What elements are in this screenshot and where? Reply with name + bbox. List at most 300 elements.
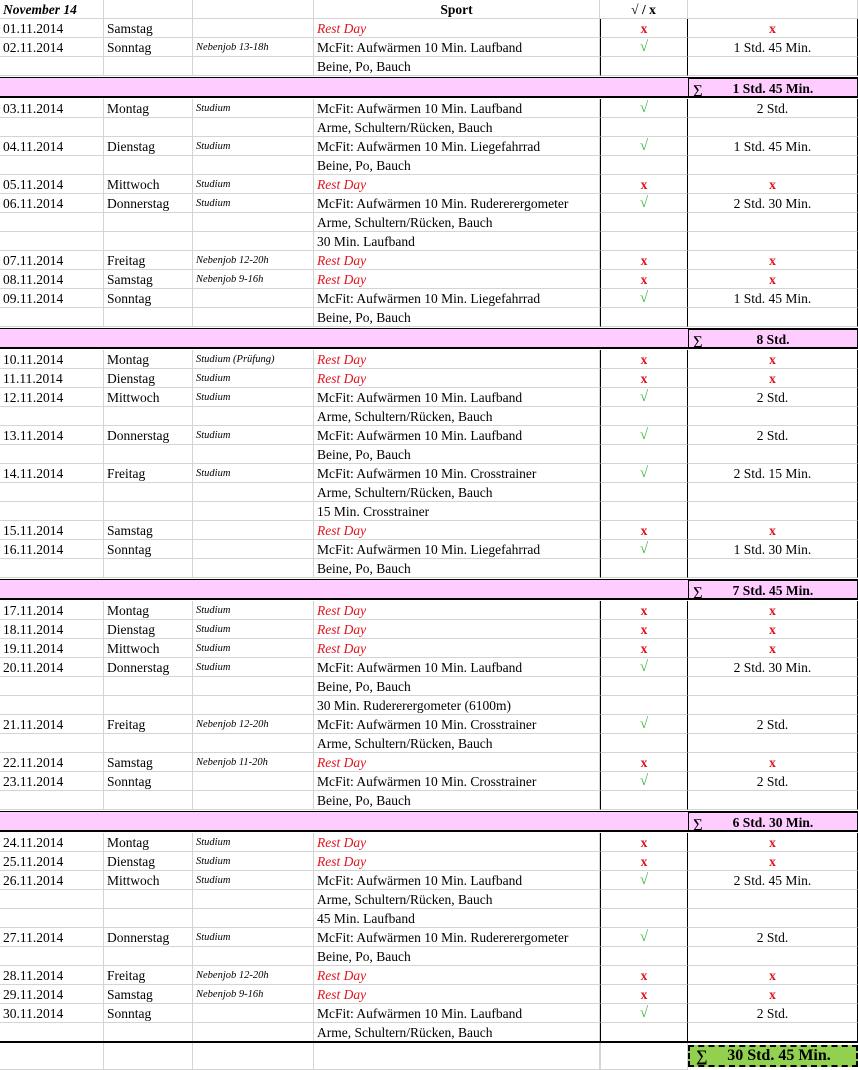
date-cell[interactable]: 20.11.2014 bbox=[0, 658, 104, 677]
weekday-cell[interactable]: Mittwoch bbox=[104, 175, 193, 194]
date-cell[interactable]: 16.11.2014 bbox=[0, 540, 104, 559]
sport-cell[interactable]: Rest Day bbox=[314, 833, 600, 852]
empty-cell[interactable] bbox=[193, 1042, 314, 1070]
sport-cell[interactable]: Rest Day bbox=[314, 369, 600, 388]
duration-cell[interactable] bbox=[688, 118, 858, 137]
note-cell[interactable] bbox=[193, 521, 314, 540]
weekday-cell[interactable]: Donnerstag bbox=[104, 658, 193, 677]
note-cell[interactable]: Nebenjob 12-20h bbox=[193, 966, 314, 985]
note-cell[interactable] bbox=[193, 156, 314, 175]
cross-icon[interactable]: x bbox=[600, 753, 688, 772]
sport-cell[interactable]: Beine, Po, Bauch bbox=[314, 791, 600, 810]
duration-cell[interactable]: x bbox=[688, 639, 858, 658]
duration-cell[interactable]: 2 Std. bbox=[688, 715, 858, 734]
weekday-cell[interactable]: Montag bbox=[104, 99, 193, 118]
mark-cell[interactable] bbox=[600, 502, 688, 521]
date-cell[interactable]: 05.11.2014 bbox=[0, 175, 104, 194]
sport-cell[interactable]: McFit: Aufwärmen 10 Min. Rudererergometer bbox=[314, 928, 600, 947]
weekday-cell[interactable]: Dienstag bbox=[104, 852, 193, 871]
weekday-cell[interactable]: Samstag bbox=[104, 270, 193, 289]
date-cell[interactable] bbox=[0, 791, 104, 810]
sport-cell[interactable]: Arme, Schultern/Rücken, Bauch bbox=[314, 213, 600, 232]
duration-cell[interactable]: 2 Std. bbox=[688, 426, 858, 445]
sport-cell[interactable]: Beine, Po, Bauch bbox=[314, 947, 600, 966]
weekday-cell[interactable]: Samstag bbox=[104, 753, 193, 772]
duration-cell[interactable]: 2 Std. bbox=[688, 388, 858, 407]
duration-header[interactable] bbox=[688, 0, 858, 19]
check-icon[interactable]: √ bbox=[600, 464, 688, 483]
note-cell[interactable]: Nebenjob 11-20h bbox=[193, 753, 314, 772]
sport-cell[interactable]: Beine, Po, Bauch bbox=[314, 559, 600, 578]
note-cell[interactable] bbox=[193, 1023, 314, 1042]
date-cell[interactable] bbox=[0, 1023, 104, 1042]
duration-cell[interactable] bbox=[688, 947, 858, 966]
mark-cell[interactable] bbox=[600, 791, 688, 810]
check-icon[interactable]: √ bbox=[600, 871, 688, 890]
sport-cell[interactable]: 30 Min. Rudererergometer (6100m) bbox=[314, 696, 600, 715]
duration-cell[interactable] bbox=[688, 734, 858, 753]
weekday-cell[interactable]: Donnerstag bbox=[104, 426, 193, 445]
sport-cell[interactable]: Arme, Schultern/Rücken, Bauch bbox=[314, 890, 600, 909]
date-cell[interactable]: 11.11.2014 bbox=[0, 369, 104, 388]
sport-cell[interactable]: McFit: Aufwärmen 10 Min. Crosstrainer bbox=[314, 772, 600, 791]
week-total-cell[interactable] bbox=[688, 329, 858, 348]
duration-cell[interactable]: x bbox=[688, 966, 858, 985]
date-cell[interactable]: 28.11.2014 bbox=[0, 966, 104, 985]
date-cell[interactable]: 02.11.2014 bbox=[0, 38, 104, 57]
weekday-cell[interactable] bbox=[104, 213, 193, 232]
date-cell[interactable] bbox=[0, 696, 104, 715]
sport-cell[interactable]: McFit: Aufwärmen 10 Min. Laufband bbox=[314, 426, 600, 445]
date-cell[interactable]: 13.11.2014 bbox=[0, 426, 104, 445]
date-cell[interactable]: 22.11.2014 bbox=[0, 753, 104, 772]
date-cell[interactable]: 19.11.2014 bbox=[0, 639, 104, 658]
date-cell[interactable]: 03.11.2014 bbox=[0, 99, 104, 118]
weekday-cell[interactable] bbox=[104, 445, 193, 464]
duration-cell[interactable]: x bbox=[688, 620, 858, 639]
weekday-cell[interactable] bbox=[104, 677, 193, 696]
weekday-cell[interactable] bbox=[104, 407, 193, 426]
note-cell[interactable]: Nebenjob 9-16h bbox=[193, 270, 314, 289]
date-cell[interactable]: 10.11.2014 bbox=[0, 350, 104, 369]
weekday-cell[interactable]: Mittwoch bbox=[104, 871, 193, 890]
check-icon[interactable]: √ bbox=[600, 38, 688, 57]
sport-cell[interactable]: Arme, Schultern/Rücken, Bauch bbox=[314, 483, 600, 502]
weekday-cell[interactable] bbox=[104, 483, 193, 502]
duration-cell[interactable] bbox=[688, 57, 858, 76]
cross-icon[interactable]: x bbox=[600, 251, 688, 270]
cross-icon[interactable]: x bbox=[600, 852, 688, 871]
check-header[interactable]: √ / x bbox=[600, 0, 688, 19]
weekday-cell[interactable]: Mittwoch bbox=[104, 639, 193, 658]
note-cell[interactable]: Nebenjob 9-16h bbox=[193, 985, 314, 1004]
sport-cell[interactable]: McFit: Aufwärmen 10 Min. Liegefahrrad bbox=[314, 137, 600, 156]
sport-cell[interactable]: McFit: Aufwärmen 10 Min. Crosstrainer bbox=[314, 464, 600, 483]
duration-cell[interactable]: 1 Std. 45 Min. bbox=[688, 137, 858, 156]
empty-cell[interactable] bbox=[600, 1042, 688, 1070]
check-icon[interactable]: √ bbox=[600, 426, 688, 445]
date-cell[interactable]: 17.11.2014 bbox=[0, 601, 104, 620]
sport-cell[interactable]: McFit: Aufwärmen 10 Min. Laufband bbox=[314, 1004, 600, 1023]
weekday-cell[interactable]: Sonntag bbox=[104, 38, 193, 57]
date-cell[interactable] bbox=[0, 118, 104, 137]
weekday-cell[interactable] bbox=[104, 890, 193, 909]
weekday-cell[interactable] bbox=[104, 1023, 193, 1042]
weekday-cell[interactable]: Sonntag bbox=[104, 1004, 193, 1023]
duration-cell[interactable] bbox=[688, 156, 858, 175]
weekday-cell[interactable] bbox=[104, 156, 193, 175]
weekday-cell[interactable] bbox=[104, 696, 193, 715]
check-icon[interactable]: √ bbox=[600, 540, 688, 559]
week-total-cell[interactable] bbox=[688, 812, 858, 831]
weekday-cell[interactable]: Donnerstag bbox=[104, 194, 193, 213]
mark-cell[interactable] bbox=[600, 677, 688, 696]
mark-cell[interactable] bbox=[600, 407, 688, 426]
note-cell[interactable]: Studium bbox=[193, 871, 314, 890]
weekday-cell[interactable]: Freitag bbox=[104, 464, 193, 483]
date-cell[interactable] bbox=[0, 909, 104, 928]
duration-cell[interactable]: x bbox=[688, 369, 858, 388]
date-cell[interactable]: 27.11.2014 bbox=[0, 928, 104, 947]
sport-cell[interactable]: McFit: Aufwärmen 10 Min. Rudererergometer bbox=[314, 194, 600, 213]
cross-icon[interactable]: x bbox=[600, 601, 688, 620]
mark-cell[interactable] bbox=[600, 909, 688, 928]
note-cell[interactable] bbox=[193, 559, 314, 578]
cross-icon[interactable]: x bbox=[600, 620, 688, 639]
note-cell[interactable]: Studium bbox=[193, 464, 314, 483]
date-cell[interactable]: 14.11.2014 bbox=[0, 464, 104, 483]
note-cell[interactable]: Studium bbox=[193, 388, 314, 407]
sport-cell[interactable]: 15 Min. Crosstrainer bbox=[314, 502, 600, 521]
weekday-cell[interactable]: Freitag bbox=[104, 966, 193, 985]
weekday-cell[interactable]: Donnerstag bbox=[104, 928, 193, 947]
duration-cell[interactable] bbox=[688, 1023, 858, 1042]
duration-cell[interactable]: x bbox=[688, 601, 858, 620]
note-cell[interactable]: Nebenjob 13-18h bbox=[193, 38, 314, 57]
date-cell[interactable]: 08.11.2014 bbox=[0, 270, 104, 289]
mark-cell[interactable] bbox=[600, 734, 688, 753]
weekday-cell[interactable]: Dienstag bbox=[104, 369, 193, 388]
weekday-cell[interactable] bbox=[104, 232, 193, 251]
note-cell[interactable] bbox=[193, 502, 314, 521]
weekday-cell[interactable]: Dienstag bbox=[104, 620, 193, 639]
duration-cell[interactable]: x bbox=[688, 753, 858, 772]
sport-cell[interactable]: Beine, Po, Bauch bbox=[314, 445, 600, 464]
duration-cell[interactable]: 2 Std. bbox=[688, 1004, 858, 1023]
check-icon[interactable]: √ bbox=[600, 289, 688, 308]
mark-cell[interactable] bbox=[600, 890, 688, 909]
duration-cell[interactable] bbox=[688, 890, 858, 909]
month-total-cell[interactable] bbox=[688, 1045, 858, 1067]
mark-cell[interactable] bbox=[600, 696, 688, 715]
sport-cell[interactable]: Rest Day bbox=[314, 966, 600, 985]
note-cell[interactable] bbox=[193, 232, 314, 251]
duration-cell[interactable]: x bbox=[688, 521, 858, 540]
sport-cell[interactable]: McFit: Aufwärmen 10 Min. Liegefahrrad bbox=[314, 289, 600, 308]
duration-cell[interactable]: x bbox=[688, 985, 858, 1004]
weekday-cell[interactable] bbox=[104, 308, 193, 327]
mark-cell[interactable] bbox=[600, 559, 688, 578]
duration-cell[interactable]: x bbox=[688, 270, 858, 289]
cross-icon[interactable]: x bbox=[600, 369, 688, 388]
note-cell[interactable]: Studium bbox=[193, 194, 314, 213]
note-cell[interactable]: Studium bbox=[193, 99, 314, 118]
note-cell[interactable] bbox=[193, 118, 314, 137]
empty-cell[interactable] bbox=[314, 1042, 600, 1070]
date-cell[interactable] bbox=[0, 445, 104, 464]
cross-icon[interactable]: x bbox=[600, 350, 688, 369]
date-cell[interactable]: 21.11.2014 bbox=[0, 715, 104, 734]
duration-cell[interactable] bbox=[688, 502, 858, 521]
duration-cell[interactable] bbox=[688, 696, 858, 715]
sport-cell[interactable]: Arme, Schultern/Rücken, Bauch bbox=[314, 734, 600, 753]
date-cell[interactable]: 26.11.2014 bbox=[0, 871, 104, 890]
note-cell[interactable] bbox=[193, 1004, 314, 1023]
duration-cell[interactable]: x bbox=[688, 175, 858, 194]
mark-cell[interactable] bbox=[600, 118, 688, 137]
weekday-cell[interactable] bbox=[104, 502, 193, 521]
cross-icon[interactable]: x bbox=[600, 639, 688, 658]
note-cell[interactable] bbox=[193, 57, 314, 76]
note-cell[interactable] bbox=[193, 289, 314, 308]
date-cell[interactable] bbox=[0, 57, 104, 76]
weekday-cell[interactable] bbox=[104, 734, 193, 753]
sport-cell[interactable]: Beine, Po, Bauch bbox=[314, 57, 600, 76]
sport-cell[interactable]: Beine, Po, Bauch bbox=[314, 308, 600, 327]
cross-icon[interactable]: x bbox=[600, 19, 688, 38]
sport-cell[interactable]: Rest Day bbox=[314, 270, 600, 289]
duration-cell[interactable]: 1 Std. 45 Min. bbox=[688, 38, 858, 57]
sport-cell[interactable]: Beine, Po, Bauch bbox=[314, 677, 600, 696]
mark-cell[interactable] bbox=[600, 445, 688, 464]
date-cell[interactable]: 25.11.2014 bbox=[0, 852, 104, 871]
sport-cell[interactable]: Rest Day bbox=[314, 620, 600, 639]
cross-icon[interactable]: x bbox=[600, 270, 688, 289]
note-cell[interactable]: Studium (Prüfung) bbox=[193, 350, 314, 369]
date-cell[interactable]: 01.11.2014 bbox=[0, 19, 104, 38]
duration-cell[interactable]: 2 Std. 30 Min. bbox=[688, 658, 858, 677]
mark-cell[interactable] bbox=[600, 308, 688, 327]
duration-cell[interactable]: 2 Std. bbox=[688, 928, 858, 947]
date-cell[interactable]: 18.11.2014 bbox=[0, 620, 104, 639]
sport-cell[interactable]: McFit: Aufwärmen 10 Min. Liegefahrrad bbox=[314, 540, 600, 559]
note-cell[interactable] bbox=[193, 890, 314, 909]
mark-cell[interactable] bbox=[600, 483, 688, 502]
weekday-cell[interactable]: Samstag bbox=[104, 985, 193, 1004]
sport-cell[interactable]: Arme, Schultern/Rücken, Bauch bbox=[314, 1023, 600, 1042]
sport-cell[interactable]: Rest Day bbox=[314, 852, 600, 871]
sport-cell[interactable]: Arme, Schultern/Rücken, Bauch bbox=[314, 118, 600, 137]
note-cell[interactable]: Studium bbox=[193, 426, 314, 445]
date-cell[interactable] bbox=[0, 890, 104, 909]
sport-cell[interactable]: McFit: Aufwärmen 10 Min. Laufband bbox=[314, 871, 600, 890]
date-cell[interactable]: 30.11.2014 bbox=[0, 1004, 104, 1023]
duration-cell[interactable] bbox=[688, 909, 858, 928]
duration-cell[interactable]: 2 Std. 30 Min. bbox=[688, 194, 858, 213]
note-cell[interactable] bbox=[193, 772, 314, 791]
duration-cell[interactable]: x bbox=[688, 251, 858, 270]
date-cell[interactable] bbox=[0, 407, 104, 426]
sport-cell[interactable]: Rest Day bbox=[314, 350, 600, 369]
date-cell[interactable]: 09.11.2014 bbox=[0, 289, 104, 308]
check-icon[interactable]: √ bbox=[600, 772, 688, 791]
duration-cell[interactable]: 2 Std. 15 Min. bbox=[688, 464, 858, 483]
note-cell[interactable] bbox=[193, 19, 314, 38]
sport-cell[interactable]: McFit: Aufwärmen 10 Min. Laufband bbox=[314, 99, 600, 118]
cross-icon[interactable]: x bbox=[600, 521, 688, 540]
date-cell[interactable] bbox=[0, 734, 104, 753]
date-cell[interactable]: 29.11.2014 bbox=[0, 985, 104, 1004]
check-icon[interactable]: √ bbox=[600, 715, 688, 734]
note-cell[interactable] bbox=[193, 540, 314, 559]
duration-cell[interactable]: x bbox=[688, 852, 858, 871]
date-cell[interactable] bbox=[0, 502, 104, 521]
date-cell[interactable] bbox=[0, 308, 104, 327]
date-cell[interactable] bbox=[0, 559, 104, 578]
mark-cell[interactable] bbox=[600, 1023, 688, 1042]
sport-cell[interactable]: Rest Day bbox=[314, 753, 600, 772]
note-cell[interactable] bbox=[193, 909, 314, 928]
date-cell[interactable] bbox=[0, 232, 104, 251]
date-cell[interactable]: 23.11.2014 bbox=[0, 772, 104, 791]
note-cell[interactable]: Studium bbox=[193, 639, 314, 658]
sport-cell[interactable]: Rest Day bbox=[314, 19, 600, 38]
weekday-cell[interactable] bbox=[104, 947, 193, 966]
sport-cell[interactable]: 30 Min. Laufband bbox=[314, 232, 600, 251]
duration-cell[interactable]: 2 Std. bbox=[688, 99, 858, 118]
weekday-cell[interactable] bbox=[104, 559, 193, 578]
note-cell[interactable]: Studium bbox=[193, 137, 314, 156]
duration-cell[interactable]: 2 Std. 45 Min. bbox=[688, 871, 858, 890]
date-cell[interactable]: 07.11.2014 bbox=[0, 251, 104, 270]
duration-cell[interactable]: 1 Std. 30 Min. bbox=[688, 540, 858, 559]
sport-cell[interactable]: McFit: Aufwärmen 10 Min. Laufband bbox=[314, 658, 600, 677]
weekday-cell[interactable]: Montag bbox=[104, 350, 193, 369]
sport-cell[interactable]: McFit: Aufwärmen 10 Min. Crosstrainer bbox=[314, 715, 600, 734]
weekday-cell[interactable] bbox=[104, 118, 193, 137]
date-cell[interactable]: 04.11.2014 bbox=[0, 137, 104, 156]
date-cell[interactable] bbox=[0, 947, 104, 966]
note-cell[interactable]: Studium bbox=[193, 369, 314, 388]
note-cell[interactable]: Studium bbox=[193, 175, 314, 194]
sport-cell[interactable]: McFit: Aufwärmen 10 Min. Laufband bbox=[314, 388, 600, 407]
duration-cell[interactable] bbox=[688, 791, 858, 810]
note-cell[interactable]: Studium bbox=[193, 928, 314, 947]
date-cell[interactable] bbox=[0, 483, 104, 502]
note-cell[interactable] bbox=[193, 947, 314, 966]
week-total-cell[interactable] bbox=[688, 580, 858, 599]
note-cell[interactable]: Studium bbox=[193, 852, 314, 871]
cross-icon[interactable]: x bbox=[600, 175, 688, 194]
sport-cell[interactable]: Rest Day bbox=[314, 985, 600, 1004]
weekday-cell[interactable]: Sonntag bbox=[104, 289, 193, 308]
weekday-cell[interactable]: Montag bbox=[104, 833, 193, 852]
sport-cell[interactable]: 45 Min. Laufband bbox=[314, 909, 600, 928]
weekday-cell[interactable]: Montag bbox=[104, 601, 193, 620]
weekday-cell[interactable]: Freitag bbox=[104, 715, 193, 734]
mark-cell[interactable] bbox=[600, 947, 688, 966]
weekday-cell[interactable]: Freitag bbox=[104, 251, 193, 270]
date-cell[interactable] bbox=[0, 156, 104, 175]
empty-cell[interactable] bbox=[0, 1042, 104, 1070]
check-icon[interactable]: √ bbox=[600, 388, 688, 407]
month-header[interactable]: November 14 bbox=[0, 0, 104, 19]
sport-cell[interactable]: Beine, Po, Bauch bbox=[314, 156, 600, 175]
note-cell[interactable] bbox=[193, 445, 314, 464]
date-cell[interactable] bbox=[0, 213, 104, 232]
note-cell[interactable] bbox=[193, 213, 314, 232]
weekday-cell[interactable]: Mittwoch bbox=[104, 388, 193, 407]
note-header[interactable] bbox=[193, 0, 314, 19]
duration-cell[interactable]: x bbox=[688, 833, 858, 852]
sport-cell[interactable]: Rest Day bbox=[314, 639, 600, 658]
check-icon[interactable]: √ bbox=[600, 99, 688, 118]
note-cell[interactable]: Studium bbox=[193, 601, 314, 620]
sport-cell[interactable]: Rest Day bbox=[314, 521, 600, 540]
note-cell[interactable] bbox=[193, 696, 314, 715]
weekday-cell[interactable]: Samstag bbox=[104, 521, 193, 540]
weekday-cell[interactable]: Samstag bbox=[104, 19, 193, 38]
sport-cell[interactable]: Rest Day bbox=[314, 601, 600, 620]
duration-cell[interactable]: 2 Std. bbox=[688, 772, 858, 791]
sport-header[interactable]: Sport bbox=[314, 0, 600, 19]
note-cell[interactable] bbox=[193, 677, 314, 696]
note-cell[interactable] bbox=[193, 308, 314, 327]
duration-cell[interactable] bbox=[688, 559, 858, 578]
empty-cell[interactable] bbox=[104, 1042, 193, 1070]
mark-cell[interactable] bbox=[600, 156, 688, 175]
cross-icon[interactable]: x bbox=[600, 966, 688, 985]
week-total-cell[interactable] bbox=[688, 78, 858, 97]
weekday-cell[interactable] bbox=[104, 791, 193, 810]
mark-cell[interactable] bbox=[600, 57, 688, 76]
note-cell[interactable] bbox=[193, 407, 314, 426]
note-cell[interactable]: Nebenjob 12-20h bbox=[193, 715, 314, 734]
weekday-cell[interactable] bbox=[104, 57, 193, 76]
weekday-cell[interactable]: Sonntag bbox=[104, 540, 193, 559]
note-cell[interactable]: Studium bbox=[193, 620, 314, 639]
note-cell[interactable] bbox=[193, 791, 314, 810]
note-cell[interactable] bbox=[193, 483, 314, 502]
note-cell[interactable]: Nebenjob 12-20h bbox=[193, 251, 314, 270]
date-cell[interactable]: 12.11.2014 bbox=[0, 388, 104, 407]
duration-cell[interactable] bbox=[688, 445, 858, 464]
weekday-cell[interactable]: Sonntag bbox=[104, 772, 193, 791]
mark-cell[interactable] bbox=[600, 232, 688, 251]
weekday-cell[interactable]: Dienstag bbox=[104, 137, 193, 156]
date-cell[interactable] bbox=[0, 677, 104, 696]
check-icon[interactable]: √ bbox=[600, 137, 688, 156]
date-cell[interactable]: 24.11.2014 bbox=[0, 833, 104, 852]
check-icon[interactable]: √ bbox=[600, 928, 688, 947]
duration-cell[interactable] bbox=[688, 483, 858, 502]
check-icon[interactable]: √ bbox=[600, 658, 688, 677]
duration-cell[interactable] bbox=[688, 232, 858, 251]
day-header[interactable] bbox=[104, 0, 193, 19]
duration-cell[interactable]: x bbox=[688, 19, 858, 38]
duration-cell[interactable] bbox=[688, 677, 858, 696]
cross-icon[interactable]: x bbox=[600, 985, 688, 1004]
duration-cell[interactable] bbox=[688, 407, 858, 426]
cross-icon[interactable]: x bbox=[600, 833, 688, 852]
duration-cell[interactable] bbox=[688, 213, 858, 232]
duration-cell[interactable]: x bbox=[688, 350, 858, 369]
check-icon[interactable]: √ bbox=[600, 194, 688, 213]
duration-cell[interactable] bbox=[688, 308, 858, 327]
duration-cell[interactable]: 1 Std. 45 Min. bbox=[688, 289, 858, 308]
weekday-cell[interactable] bbox=[104, 909, 193, 928]
note-cell[interactable]: Studium bbox=[193, 658, 314, 677]
